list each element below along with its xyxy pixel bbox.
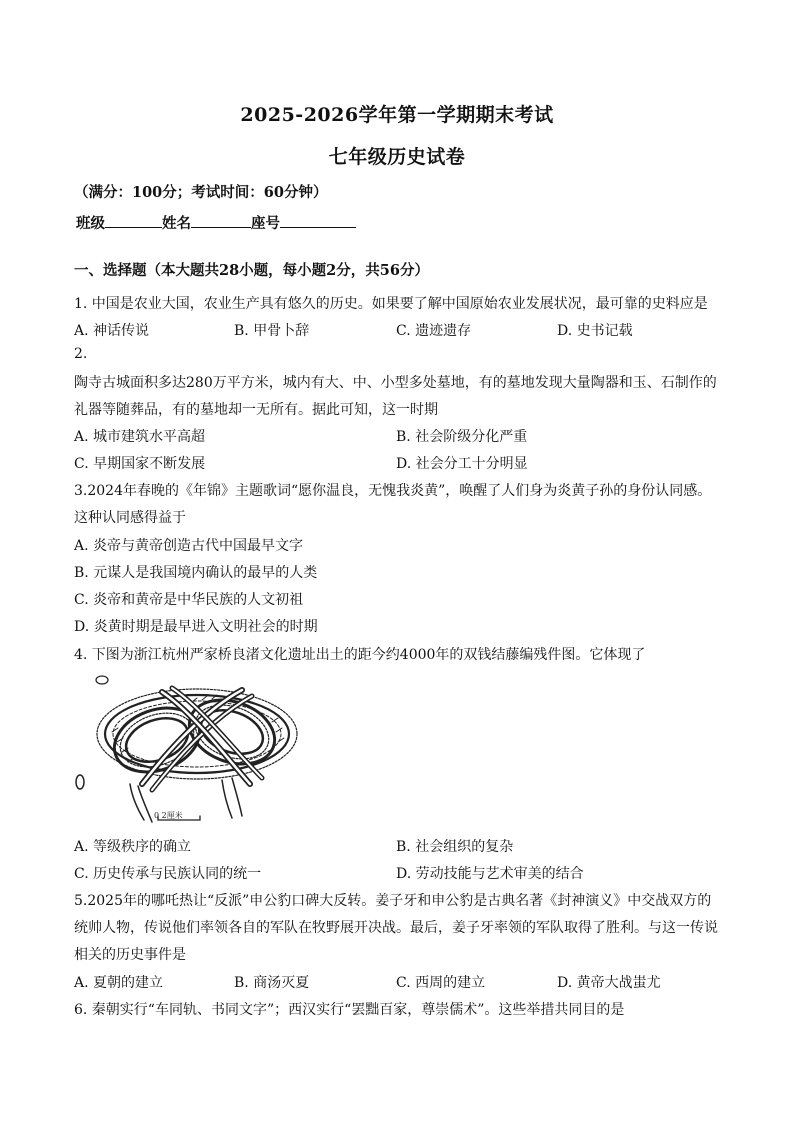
- name-blank[interactable]: [191, 213, 251, 228]
- seat-label: 座号: [251, 215, 280, 232]
- option-b[interactable]: B. 社会组织的复杂: [396, 839, 514, 855]
- rattan-knot-figure: [72, 672, 304, 826]
- option-a[interactable]: A. 炎帝与黄帝创造古代中国最早文字: [74, 538, 304, 554]
- option-b[interactable]: B. 甲骨卜辞: [234, 323, 310, 339]
- option-b[interactable]: B. 社会阶级分化严重: [396, 429, 528, 445]
- question-stem: 4. 下图为浙江杭州严家桥良渚文化遗址出土的距今约4000年的双钱结藤编残件图。它体现了: [74, 647, 646, 663]
- figure-scale-label: 0 2厘米: [154, 811, 183, 820]
- student-info-row: [76, 212, 356, 233]
- option-c[interactable]: C. 历史传承与民族认同的统一: [74, 866, 262, 882]
- option-a[interactable]: A. 夏朝的建立: [74, 975, 164, 991]
- option-b[interactable]: B. 商汤灭夏: [234, 975, 310, 991]
- option-b[interactable]: B. 元谋人是我国境内确认的最早的人类: [74, 565, 318, 581]
- option-a[interactable]: A. 神话传说: [74, 323, 150, 339]
- option-c[interactable]: C. 早期国家不断发展: [74, 456, 206, 472]
- option-d[interactable]: D. 炎黄时期是最早进入文明社会的时期: [74, 619, 318, 635]
- question-number: 2.: [74, 346, 88, 362]
- option-d[interactable]: D. 劳动技能与艺术审美的结合: [396, 866, 584, 882]
- option-d[interactable]: D. 社会分工十分明显: [396, 456, 528, 472]
- exam-info: （满分：100分；考试时间：60分钟）: [74, 184, 328, 201]
- question-stem: 3.2024年春晚的《年锦》主题歌词“愿你温良，无愧我炎黄”，唤醒了人们身为炎黄子孙的身份认同感。: [74, 483, 712, 499]
- question-stem: 礼器等随葬品，有的墓地却一无所有。据此可知，这一时期: [74, 402, 438, 418]
- class-label: 班级: [76, 215, 105, 232]
- question-stem: 陶寺古城面积多达280万平方米，城内有大、中、小型多处墓地，有的墓地发现大量陶器和玉、石制作的: [74, 375, 717, 391]
- question-stem: 相关的历史事件是: [74, 947, 186, 963]
- option-d[interactable]: D. 史书记载: [557, 323, 633, 339]
- question-stem: 6. 秦朝实行“车同轨、书同文字”；西汉实行“罢黜百家，尊崇儒术”。这些举措共同目的是: [74, 1002, 625, 1018]
- name-label: 姓名: [162, 215, 191, 232]
- option-c[interactable]: C. 西周的建立: [396, 975, 486, 991]
- option-a[interactable]: A. 城市建筑水平高超: [74, 429, 206, 445]
- option-c[interactable]: C. 炎帝和黄帝是中华民族的人文初祖: [74, 592, 304, 608]
- exam-subtitle: 七年级历史试卷: [328, 146, 466, 168]
- seat-blank[interactable]: [280, 213, 356, 228]
- exam-title: 2025-2026学年第一学期期末考试: [240, 104, 554, 126]
- section-heading: 一、选择题（本大题共28小题，每小题2分，共56分）: [74, 262, 429, 279]
- option-a[interactable]: A. 等级秩序的确立: [74, 839, 192, 855]
- option-d[interactable]: D. 黄帝大战蚩尤: [557, 975, 661, 991]
- question-stem: 统帅人物，传说他们率领各自的军队在牧野展开决战。最后，姜子牙率领的军队取得了胜利。与这一传说: [74, 920, 718, 936]
- question-stem: 1. 中国是农业大国，农业生产具有悠久的历史。如果要了解中国原始农业发展状况，最可靠的史料应是: [74, 296, 708, 312]
- question-stem: 5.2025年的哪吒热让“反派”申公豹口碑大反转。姜子牙和申公豹是古典名著《封神演义》中交战双方的: [74, 893, 712, 909]
- class-blank[interactable]: [105, 213, 162, 228]
- option-c[interactable]: C. 遗迹遗存: [396, 323, 472, 339]
- question-stem: 这种认同感得益于: [74, 510, 186, 526]
